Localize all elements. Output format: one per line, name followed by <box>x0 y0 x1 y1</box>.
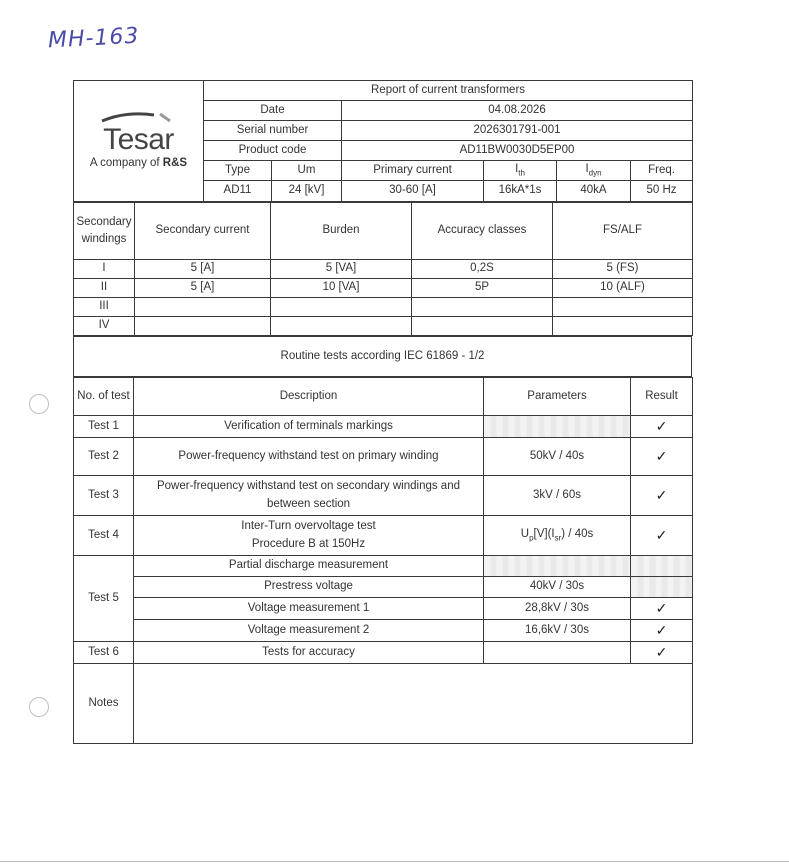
description-header: Description <box>134 378 484 416</box>
winding-current: 5 [A] <box>135 279 271 298</box>
test-description: Power-frequency withstand test on secondary windings and between section <box>134 476 484 516</box>
ith-label: $I_{th}$ <box>484 161 557 181</box>
winding-fsalf: 5 (FS) <box>553 260 693 279</box>
fsalf-header: FS/ALF <box>553 203 693 260</box>
winding-fsalf <box>553 298 693 317</box>
winding-id: III <box>74 298 135 317</box>
winding-burden <box>271 298 412 317</box>
test-no: Test 3 <box>74 476 134 516</box>
test-description: Voltage measurement 2 <box>134 620 484 642</box>
secondary-windings-header: Secondary windings <box>74 203 135 260</box>
result-check-icon: ✓ <box>631 476 693 516</box>
idyn-label: $I_{dyn}$ <box>557 161 631 181</box>
test-parameter: 28,8kV / 30s <box>484 598 631 620</box>
test-description: Partial discharge measurement <box>134 556 484 577</box>
winding-fsalf: 10 (ALF) <box>553 279 693 298</box>
winding-burden: 5 [VA] <box>271 260 412 279</box>
test-description: Prestress voltage <box>134 577 484 598</box>
windings-table <box>73 202 693 336</box>
accuracy-classes-header: Accuracy classes <box>412 203 553 260</box>
serial-label: Serial number <box>204 121 342 141</box>
ith-value: 16kA*1s <box>484 181 557 202</box>
report-title: Report of current transformers <box>204 81 693 101</box>
table-row <box>74 260 693 279</box>
winding-id: I <box>74 260 135 279</box>
table-row <box>74 279 693 298</box>
report-sheet <box>73 80 692 744</box>
handwritten-note: MH-163 <box>47 23 141 54</box>
winding-accuracy <box>412 317 553 336</box>
result-check-icon: ✓ <box>631 620 693 642</box>
date-value: 04.08.2026 <box>342 101 693 121</box>
test-description: Tests for accuracy <box>134 642 484 664</box>
test-description: Voltage measurement 1 <box>134 598 484 620</box>
freq-label: Freq. <box>631 161 693 181</box>
table-row <box>74 577 693 598</box>
winding-id: IV <box>74 317 135 336</box>
winding-burden <box>271 317 412 336</box>
winding-accuracy: 0,2S <box>412 260 553 279</box>
test-description: Power-frequency withstand test on primary winding <box>134 438 484 476</box>
test-parameter: 3kV / 60s <box>484 476 631 516</box>
type-value: AD11 <box>204 181 272 202</box>
winding-accuracy <box>412 298 553 317</box>
winding-current <box>135 317 271 336</box>
winding-current <box>135 298 271 317</box>
table-row <box>74 516 693 556</box>
table-row <box>74 620 693 642</box>
punch-hole <box>29 394 49 414</box>
result-header: Result <box>631 378 693 416</box>
table-row <box>74 438 693 476</box>
table-row <box>74 298 693 317</box>
test-no: Test 4 <box>74 516 134 556</box>
company-logo <box>74 81 204 202</box>
result-check-icon: ✓ <box>631 642 693 664</box>
table-row <box>74 598 693 620</box>
page-edge <box>0 861 789 862</box>
table-row <box>74 476 693 516</box>
result-check-icon: ✓ <box>631 598 693 620</box>
test-parameter: 40kV / 30s <box>484 577 631 598</box>
table-row <box>74 556 693 577</box>
routine-tests-title: Routine tests according IEC 61869 - 1/2 <box>74 337 692 377</box>
type-label: Type <box>204 161 272 181</box>
serial-value: 2026301791-001 <box>342 121 693 141</box>
primary-current-value: 30-60 [A] <box>342 181 484 202</box>
logo-wordmark: Tesar <box>103 123 174 157</box>
notes-label: Notes <box>74 664 134 744</box>
test-no: Test 2 <box>74 438 134 476</box>
parameters-header: Parameters <box>484 378 631 416</box>
um-value: 24 [kV] <box>272 181 342 202</box>
test-description: Inter-Turn overvoltage test Procedure B at 150Hz <box>134 516 484 556</box>
table-row <box>74 317 693 336</box>
winding-id: II <box>74 279 135 298</box>
test-parameter: 16,6kV / 30s <box>484 620 631 642</box>
redacted-parameter <box>484 416 631 438</box>
product-code-label: Product code <box>204 141 342 161</box>
date-label: Date <box>204 101 342 121</box>
test-parameter: $U_p[V](I_{sr}) / 40s$ <box>484 516 631 556</box>
test-parameter <box>484 642 631 664</box>
winding-current: 5 [A] <box>135 260 271 279</box>
winding-accuracy: 5P <box>412 279 553 298</box>
test-no: Test 6 <box>74 642 134 664</box>
burden-header: Burden <box>271 203 412 260</box>
test-description: Verification of terminals markings <box>134 416 484 438</box>
tests-table <box>73 377 693 744</box>
redacted-result <box>631 556 693 577</box>
primary-current-label: Primary current <box>342 161 484 181</box>
test-no: Test 1 <box>74 416 134 438</box>
winding-fsalf <box>553 317 693 336</box>
um-label: Um <box>272 161 342 181</box>
result-check-icon: ✓ <box>631 516 693 556</box>
freq-value: 50 Hz <box>631 181 693 202</box>
notes-field <box>134 664 693 744</box>
secondary-current-header: Secondary current <box>135 203 271 260</box>
header-table <box>73 80 693 202</box>
winding-burden: 10 [VA] <box>271 279 412 298</box>
test-no: Test 5 <box>74 556 134 642</box>
punch-hole <box>29 697 49 717</box>
table-row <box>74 416 693 438</box>
table-row <box>74 642 693 664</box>
logo-tagline: A company of R&S <box>89 157 188 170</box>
test-parameter: 50kV / 40s <box>484 438 631 476</box>
result-check-icon: ✓ <box>631 416 693 438</box>
test-no-header: No. of test <box>74 378 134 416</box>
redacted-result <box>631 577 693 598</box>
routine-title-table <box>73 336 692 377</box>
redacted-parameter <box>484 556 631 577</box>
product-code-value: AD11BW0030D5EP00 <box>342 141 693 161</box>
result-check-icon: ✓ <box>631 438 693 476</box>
idyn-value: 40kA <box>557 181 631 202</box>
